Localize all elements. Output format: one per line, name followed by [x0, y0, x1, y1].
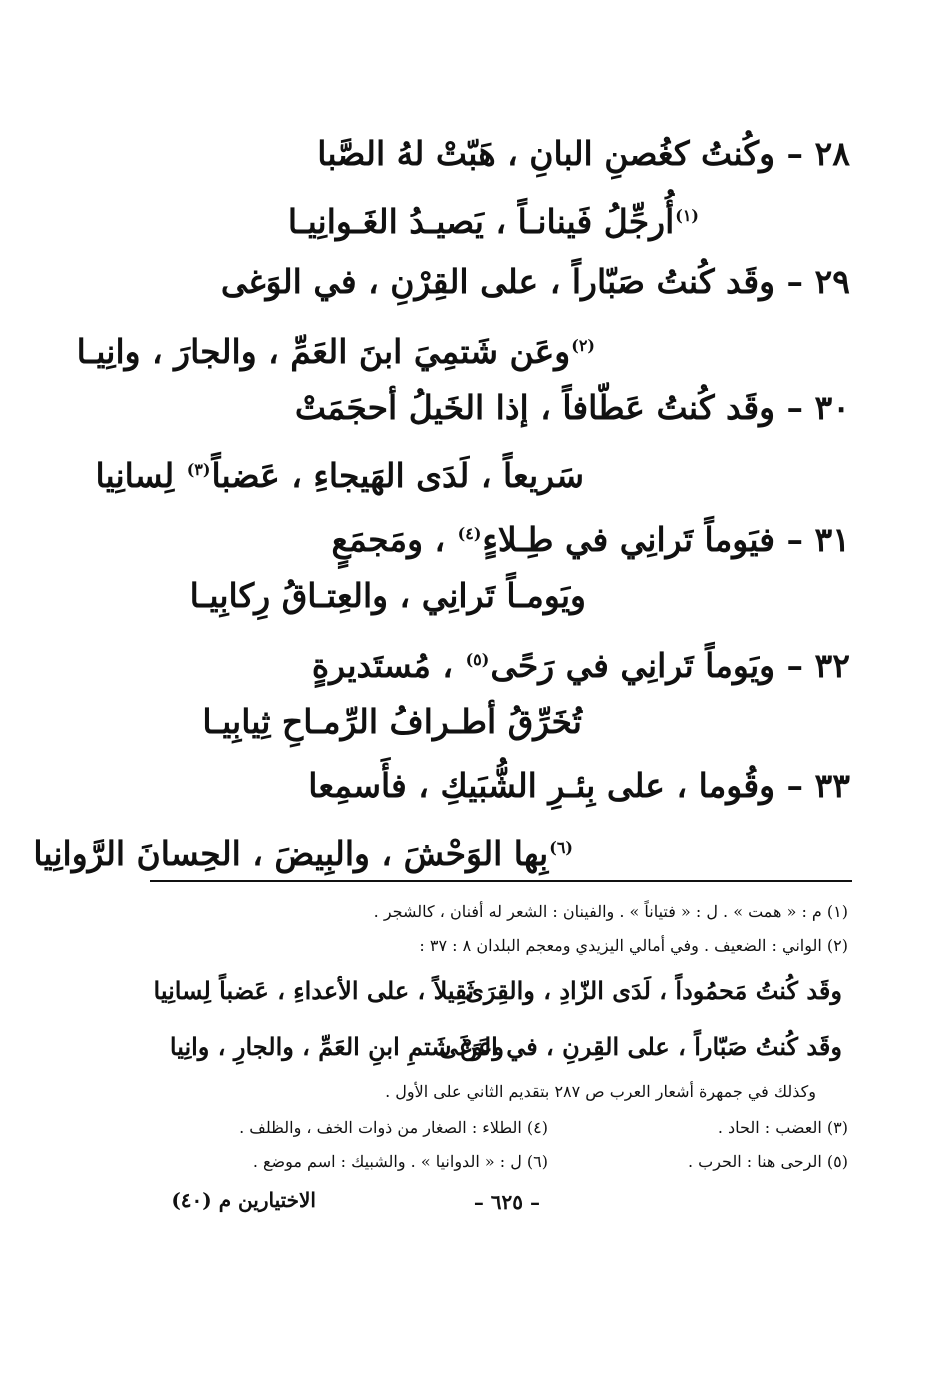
verse-30-first-hemistich: ٣٠ – وقَد كُنتُ عَطّافاً ، إذا الخَيلُ أحجَمَتْ [294, 388, 850, 427]
verse-29-second-hemistich [77, 322, 596, 376]
book-reference: الاختيارين م (٤٠) [171, 1188, 316, 1212]
verse-30-second-hemistich [95, 446, 584, 500]
verse-28-second-hemistich [100, 192, 700, 246]
verse-32-second-hemistich: تُخَرِّقُ أطـرافُ الرِّمـاحِ ثِيابِيـا [202, 702, 582, 741]
footnote-5: (٥) الرحى هنا : الحرب . [687, 1152, 848, 1171]
verse-text: لِسانِيا [95, 456, 186, 495]
verse-text: ٣٢ – ويَوماً تَرانِي في رَحًى [490, 646, 850, 685]
footnote-marker-4: (٤) [457, 524, 482, 543]
footnote-4: (٤) الطلاء : الصغار من ذوات الخف ، والظلف . [239, 1118, 548, 1137]
footnote-marker-3: (٣) [186, 460, 211, 479]
footnote-marker-5: (٥) [465, 650, 490, 669]
quoted-verse-1-second: ثَقِيلاً ، على الأعداءِ ، عَضباً لِسانِيا [153, 976, 474, 1005]
page-number: – ٦٢٥ – [473, 1190, 540, 1214]
verse-33-second-hemistich [33, 824, 574, 878]
verse-32-first-hemistich [312, 636, 850, 690]
verse-text: سَريعاً ، لَدَى الهَيجاءِ ، عَضباً [211, 456, 584, 495]
verse-text: ، ومَجمَعٍ [331, 520, 457, 559]
verse-text: وعَن شَتمِيَ ابنَ العَمِّ ، والجارَ ، وانِيـا [76, 332, 571, 371]
verse-31-second-hemistich: ويَومـاً تَرانِي ، والعِتـاقُ رِكابِيـا [189, 576, 586, 615]
verse-28-first-hemistich: ٢٨ – وكُنتُ كغُصنِ البانِ ، هَبّتْ لهُ الصَّبا [317, 134, 850, 173]
quoted-verse-2-first: وقَد كُنتُ صَبّاراً ، على القِرنِ ، في الوَغَى [438, 1032, 842, 1061]
footnote-2-continued: وكذلك في جمهرة أشعار العرب ص ٢٨٧ بتقديم الثاني على الأول . [385, 1082, 816, 1101]
footnote-marker-1: (١) [675, 206, 699, 225]
verse-text: أُرجِّلُ فَينانـاً ، يَصيـدُ الغَـوانِيـا [287, 202, 675, 241]
quoted-verse-1-first: وقَد كُنتُ مَحمُوداً ، لَدَى الزّادِ ، والقِرَى [465, 976, 842, 1005]
verse-text: بِها الوَحْشَ ، والبِيضَ ، الحِسانَ الرَّوانِيا [33, 834, 549, 873]
footnote-6: (٦) ل : « الدوانيا » . والشبيك : اسم موضع . [252, 1152, 548, 1171]
verse-29-first-hemistich: ٢٩ – وقَد كُنتُ صَبّاراً ، على القِرْنِ ، في الوَغى [220, 262, 850, 301]
footnote-marker-2: (٢) [571, 336, 595, 355]
verse-text: ٣١ – فيَوماً تَرانِي في طِـلاءٍ [482, 520, 850, 559]
verse-text: ، مُستَديرةٍ [311, 646, 465, 685]
verse-33-first-hemistich: ٣٣ – وقُوما ، على بِئـرِ الشُّبَيكِ ، فأَسمِعا [308, 766, 850, 805]
footnote-3: (٣) العضب : الحاد . [717, 1118, 848, 1137]
quoted-verse-2-second: وعَنْ شَتمِ ابنِ العَمِّ ، والجارِ ، وانِيا [169, 1032, 504, 1061]
verse-31-first-hemistich [331, 510, 850, 564]
footnote-marker-6: (٦) [549, 838, 573, 857]
footnote-1: (١) م : « همت » . ل : « فتياناً » . والفينان : الشعر له أفنان ، كالشجر . [373, 902, 848, 921]
footnote-separator [150, 880, 852, 882]
footnote-2: (٢) الواني : الضعيف . وفي أمالي اليزيدي ومعجم البلدان ٨ : ٣٧ : [419, 936, 848, 955]
